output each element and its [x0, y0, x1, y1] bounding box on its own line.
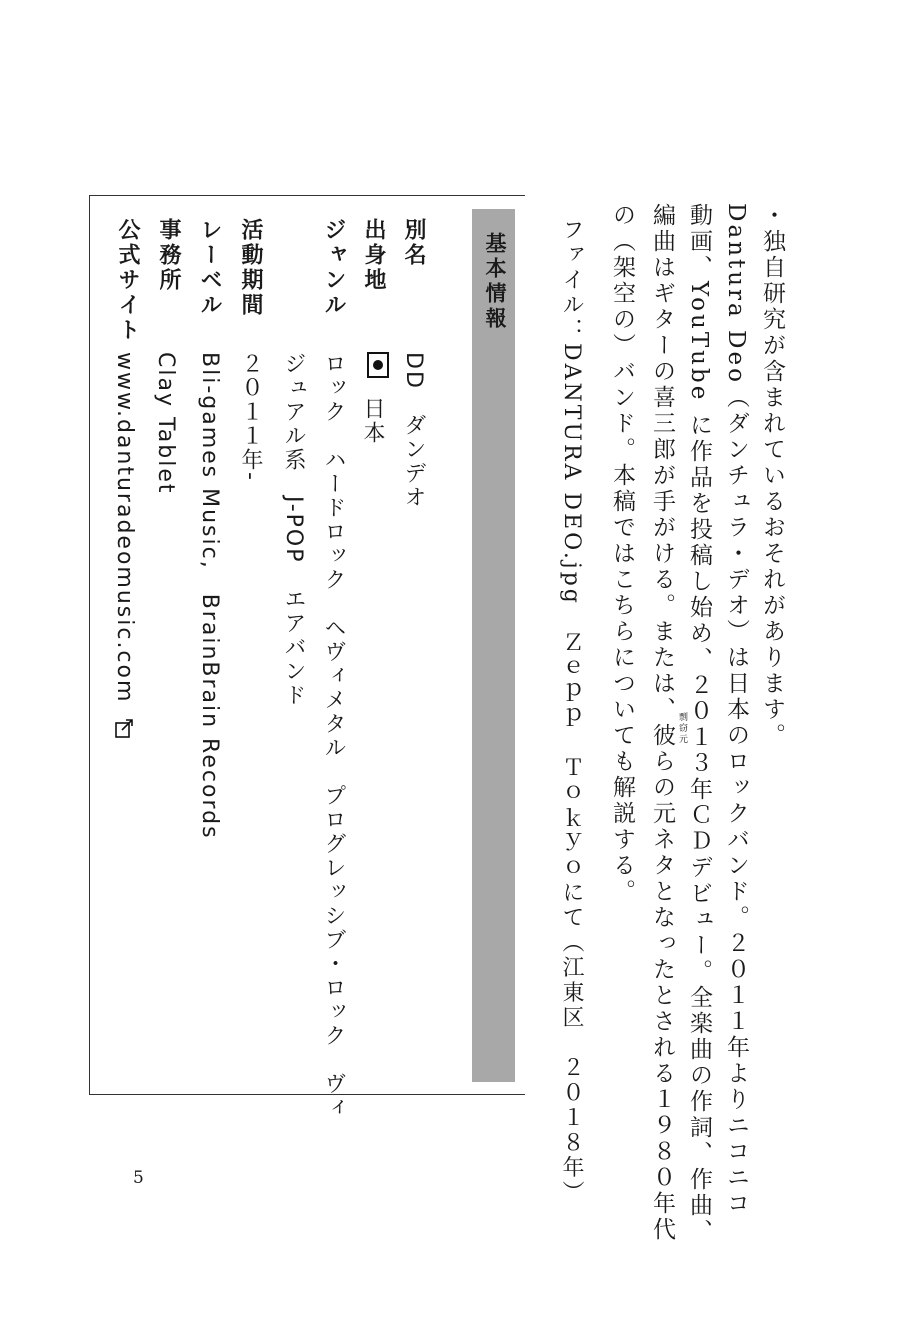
japan-flag-icon: [367, 352, 389, 378]
value-origin-text: 日本: [360, 397, 385, 445]
intro-line-3-text: 編曲はギターの喜三郎が手がける。または、彼らの元ネタとなったとされる１９８０年代: [649, 203, 675, 1243]
label-active-years: 活動期間: [238, 218, 263, 318]
value-origin: [357, 352, 389, 445]
value-genre: ロック ハードロック ヘヴィメタル プログレッシブ・ロック ヴィ: [321, 352, 346, 1120]
official-site-link[interactable]: www.danturadeomusic.com: [112, 352, 137, 704]
value-genre-cont: ジュアル系 J-POP エアバンド: [281, 352, 306, 708]
info-box-header: 基本情報: [483, 232, 507, 332]
intro-line-3: [650, 203, 673, 1243]
value-agency: Clay Tablet: [153, 352, 178, 495]
intro-line-1: Dantura Deo（ダンチュラ・デオ）は日本のロックバンド。２０１１年よりニコニコ: [723, 203, 749, 1217]
label-alias: 別名: [401, 218, 426, 268]
value-label: Bli-games Music, BrainBrain Records: [197, 352, 222, 840]
info-box-header-bar: [472, 209, 515, 1082]
label-genre: ジャンル: [321, 218, 346, 318]
value-official-site[interactable]: [112, 352, 137, 740]
page-number: 5: [133, 1168, 144, 1188]
notice-line: ・独自研究が含まれているおそれがあります。: [759, 203, 785, 749]
intro-line-2: 動画、YouTube に作品を投稿し始め、２０１３年ＣＤデビュー。全楽曲の作詞、作曲、: [686, 203, 712, 1245]
label-label: レーベル: [197, 218, 222, 318]
label-official-site: 公式サイト: [115, 218, 140, 343]
image-caption: ファイル：DANTURA DEO.jpg Ｚｅｐｐ Ｔｏｋｙｏにて（江東区 ２０１８年）: [559, 218, 584, 1206]
label-origin: 出身地: [361, 218, 386, 293]
intro-line-4: の（架空の）バンド。本稿ではこちらについても解説する。: [609, 203, 635, 905]
label-agency: 事務所: [156, 218, 181, 293]
value-alias: DD ダンデオ: [401, 352, 426, 510]
external-link-icon[interactable]: [114, 718, 134, 740]
ruby-annotation: 剽窃元: [677, 712, 687, 745]
value-active-years: ２０１１年-: [238, 352, 263, 482]
